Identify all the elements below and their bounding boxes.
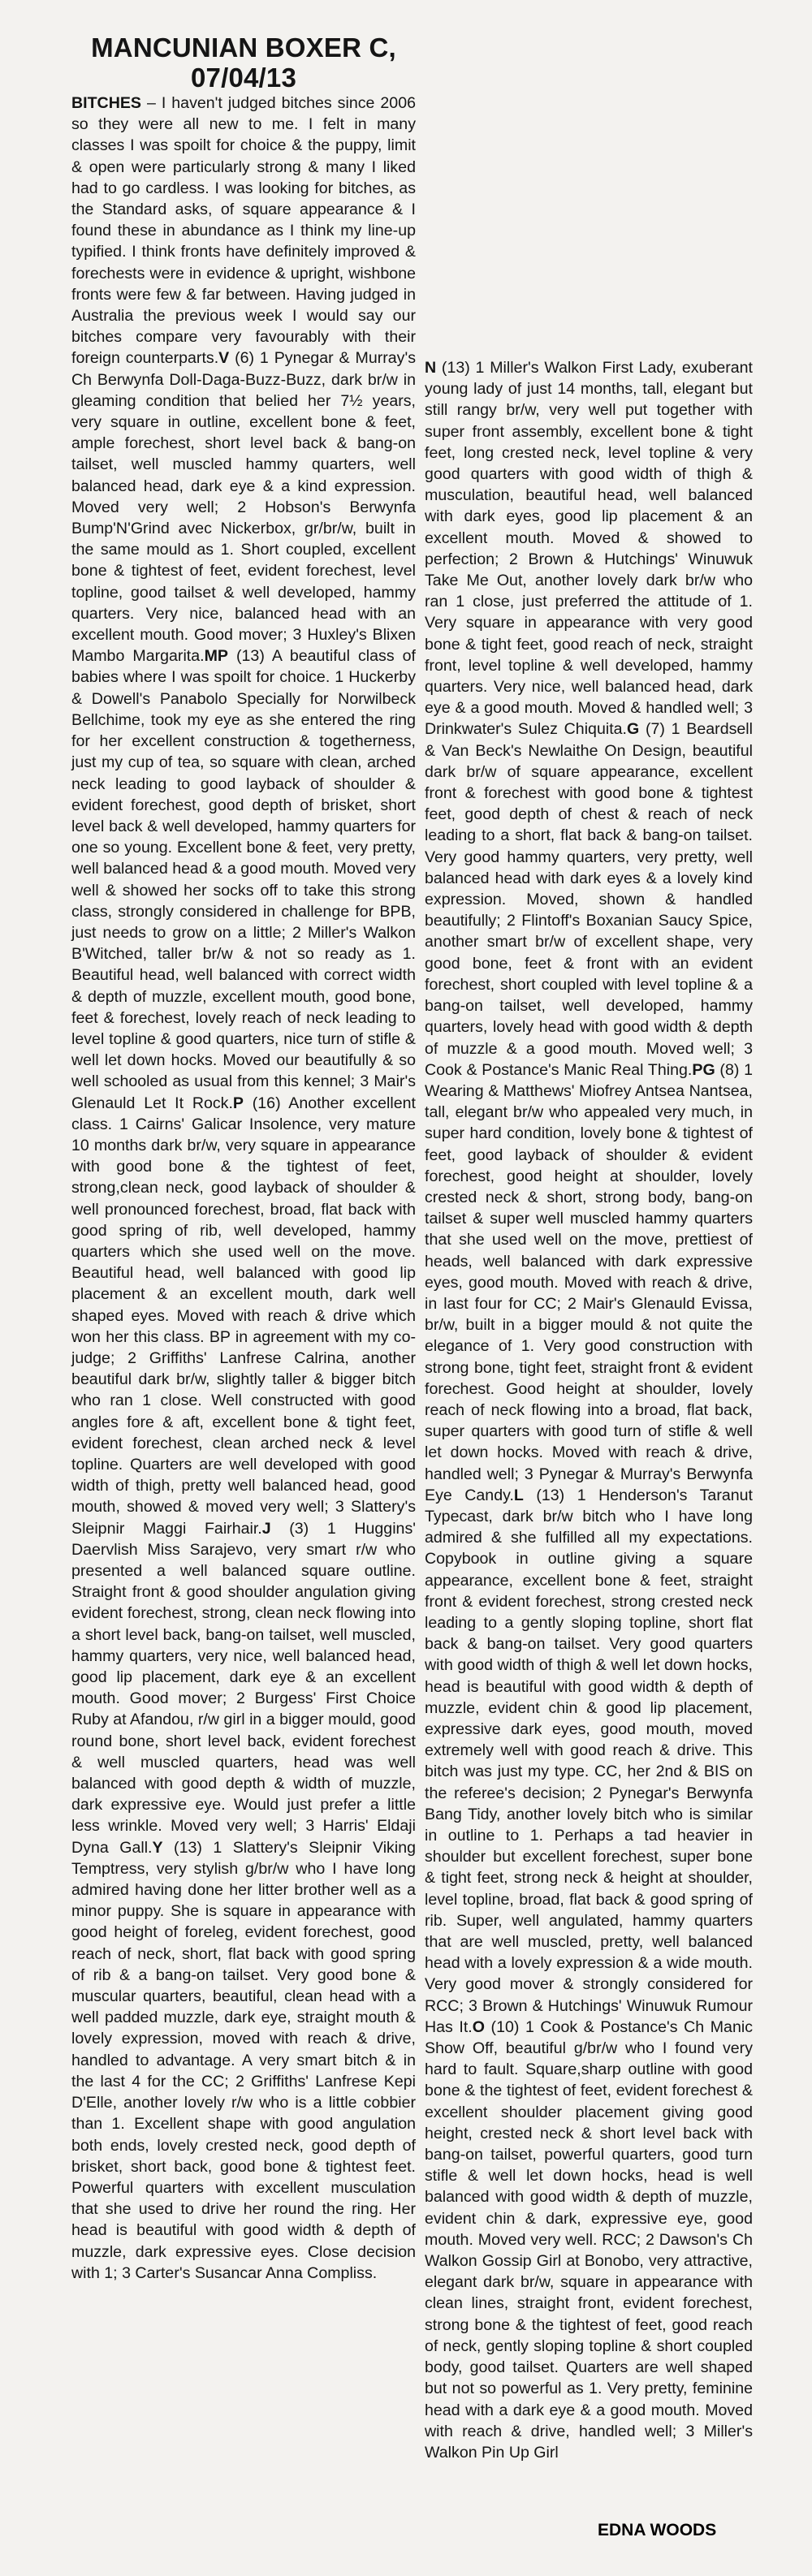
heading-date: 07/04/13 <box>190 63 297 93</box>
class-heading: BITCHES <box>71 94 142 112</box>
critique-segment: (7) 1 Beardsell & Van Beck's Newlaithe On Design, beautiful dark br/w of square appearance, excellent front & forechest with good bone & tightest feet, good depth of chest & reach of neck leading to a short, flat back & bang-on tailset. Very good hammy quarters, very pretty, well balanced head with dark eyes & a lovely kind expression. Moved, shown & handled beautifully; 2 Flintoff's Boxanian Saucy Spice, another smart br/w of excellent shape, very good bone, feet & front with an evident forechest, short coupled with level topline & a bang-on tailset, well developed, hammy quarters, lovely head with good width & depth of muzzle & a good mouth. Moved well; 3 Cook & Postance's Manic Real Thing. <box>425 720 753 1079</box>
left-column <box>71 32 416 2284</box>
critique-segment: (13) 1 Henderson's Taranut Typecast, dark br/w bitch who I have long admired & she fulfilled all my expectations. Copybook in outline giving a square appearance, excellent bone & feet, straight front & evident forechest, strong crested neck leading to a gently sloping topline, short flat back & bang-on tailset. Very good quarters with good width of thigh & well let down hocks, head is beautiful with good width & depth of muzzle, evident chin & good lip placement, expressive dark eyes, good mouth, moved extremely well with good reach & drive. This bitch was just my type. CC, her 2nd & BIS on the referee's decision; 2 Pynegar's Berwynfa Bang Tidy, another lovely bitch who is similar in outline to 1. Perhaps a tad heavier in shoulder but excellent forechest, super bone & tight feet, strong neck & height at shoulder, level topline, broad, flat back & good spring of rib. Super, well angulated, hammy quarters that are well muscled, pretty, well balanced head with a lovely expression & a wide mouth. Very good mover & strongly considered for RCC; 3 Brown & Hutchings' Winuwuk Rumour Has It. <box>425 1486 753 2036</box>
critique-segment: (8) 1 Wearing & Matthews' Miofrey Antsea Nantsea, tall, elegant br/w who appealed very much, in super hard condition, lovely bone & tightest of feet, good layback of shoulder & evident forechest, good height at shoulder, lovely crested neck & short, strong body, bang-on tailset & super well muscled hammy quarters that she used well on the move, prettiest of heads, well balanced with dark expressive eyes, good mouth. Moved with reach & drive, in last four for CC; 2 Mair's Glenauld Evissa, br/w, built in a bigger mould & not quite the elegance of 1. Very good construction with strong bone, tight feet, straight front & evident forechest. Good height at shoulder, lovely reach of neck flowing into a broad, flat back, super quarters with good turn of stifle & well let down hocks. Moved with reach & drive, handled well; 3 Pynegar & Murray's Berwynfa Eye Candy. <box>425 1060 753 1504</box>
class-heading: P <box>232 1094 244 1112</box>
right-column <box>425 357 753 2463</box>
critique-segment: (16) Another excellent class. 1 Cairns' Galicar Insolence, very mature 10 months dark br/w, very square in appearance with good bone & the tightest of feet, strong,clean neck, good layback of shoulder & well pronounced forechest, broad, flat back with good spring of rib, well developed, hammy quarters which she used well on the move. Beautiful head, well balanced with good lip placement & an excellent mouth, dark well shaped eyes. Moved with reach & drive which won her this class. BP in agreement with my co-judge; 2 Griffiths' Lanfrese Calrina, another beautiful dark br/w, slightly taller & bigger bitch who ran 1 close. Well constructed with good angles fore & aft, excellent bone & tight feet, evident forechest, clean arched neck & level topline. Quarters are well developed with good width of thigh, pretty well balanced head, good mouth, showed & moved very well; 3 Slattery's Sleipnir Maggi Fairhair. <box>71 1094 416 1538</box>
class-heading: L <box>513 1486 524 1504</box>
class-heading: J <box>261 1519 271 1538</box>
critique-segment: (10) 1 Cook & Postance's Ch Manic Show Off, beautiful g/br/w who I found very hard to fault. Square,sharp outline with good bone & the tightest of feet, evident forechest & excellent shoulder placement giving good height, crested neck & short level back with bang-on tailset, powerful quarters, good turn stifle & well let down hocks, head is well balanced with good width & depth of muzzle, evident chin & dark, expressive eye, good mouth. Moved very well. RCC; 2 Dawson's Ch Walkon Gossip Girl at Bonobo, very attractive, elegant dark br/w, square in appearance with clean lines, straight front, evident forechest, strong bone & the tightest of feet, good reach of neck, gently sloping topline & short coupled body, good tailset. Quarters are well shaped but not so powerful as 1. Very pretty, feminine head with a dark eye & a good mouth. Moved with reach & drive, handled well; 3 Miller's Walkon Pin Up Girl <box>425 2017 753 2462</box>
class-heading: PG <box>692 1060 715 1079</box>
article-heading <box>71 32 416 93</box>
critique-segment: (13) 1 Slattery's Sleipnir Viking Temptress, very stylish g/br/w who I have long admired having done her litter brother well as a minor puppy. She is square in appearance with good height of foreleg, evident forechest, good reach of neck, short, flat back with good spring of rib & a bang-on tailset. Very good bone & muscular quarters, beautiful, clean head with a well padded muzzle, dark eye, straight mouth & lovely expression, moved with reach & drive, handled to advantage. A very smart bitch & in the last 4 for the CC; 2 Griffiths' Lanfrese Kepi D'Elle, another lovely r/w who is a little cobbier than 1. Excellent shape with good angulation both ends, lovely crested neck, good depth of brisket, short back, good bone & tightest feet. Powerful quarters with excellent musculation that she used to drive her round the ring. Her head is beautiful with good width & depth of muzzle, dark expressive eyes. Close decision with 1; 3 Carter's Susancar Anna Compliss. <box>71 1838 416 2282</box>
critique-segment: (13) A beautiful class of babies where I was spoilt for choice. 1 Huckerby & Dowell's Panabolo Specially for Norwilbeck Bellchime, took my eye as she entered the ring for her excellent construction & togetherness, just my cup of tea, so square with clean, arched neck leading to good layback of shoulder & evident forechest, good depth of brisket, short level back & well developed, hammy quarters for one so young. Excellent bone & feet, very pretty, well balanced head & a good mouth. Moved very well & showed her socks off to take this strong class, strongly considered in challenge for BPB, just needs to grow on a little; 2 Miller's Walkon B'Witched, taller br/w & not so ready as 1. Beautiful head, well balanced with correct width & depth of muzzle, excellent mouth, good bone, feet & forechest, lovely reach of neck leading to level topline & good quarters, nice turn of stifle & well let down hocks. Moved our beautifully & so well schooled as usual from this kennel; 3 Mair's Glenauld Let It Rock. <box>71 647 416 1112</box>
class-heading: N <box>425 359 437 377</box>
critique-text-left <box>71 93 416 2284</box>
class-heading: G <box>627 720 640 739</box>
critique-segment: – I haven't judged bitches since 2006 so they were all new to me. I felt in many classes I was spoilt for choice & the puppy, limit & open were particularly strong & many I liked had to go cardless. I was looking for bitches, as the Standard asks, of square appearance & I found these in abundance as I think my line-up typified. I think fronts have definitely improved & forechests were in evidence & upright, wishbone fronts were few & far between. Having judged in Australia the previous week I would say our bitches compare very favourably with their foreign counterparts. <box>71 94 416 368</box>
judge-signature: EDNA WOODS <box>598 2521 717 2539</box>
critique-segment: (13) 1 Miller's Walkon First Lady, exuberant young lady of just 14 months, tall, elegant but still rangy br/w, very well put together with super front assembly, excellent bone & tight feet, long crested neck, level topline & very good quarters with good width of thigh & musculation, beautiful head, well balanced with dark eyes, good lip placement & an excellent mouth. Moved & showed to perfection; 2 Brown & Hutchings' Winuwuk Take Me Out, another lovely dark br/w who ran 1 close, just preferred the attitude of 1. Very square in appearance with very good bone & tight feet, good reach of neck, straight front, level topline & well developed, hammy quarters. Very nice, well balanced head, dark eye & a good mouth. Moved & handled well; 3 Drinkwater's Sulez Chiquita. <box>425 359 753 739</box>
critique-segment: (3) 1 Huggins' Daervlish Miss Sarajevo, very smart r/w who presented a well balanced square outline. Straight front & good shoulder angulation giving evident forechest, strong, clean neck flowing into a short level back, bang-on tailset, well muscled, hammy quarters, very nice, well balanced head, good lip placement, dark eye & an excellent mouth. Good mover; 2 Burgess' First Choice Ruby at Afandou, r/w girl in a bigger mould, good round bone, short level back, evident forechest & well muscled quarters, head was well balanced with good depth & width of muzzle, dark expressive eye. Would just prefer a little less wrinkle. Moved very well; 3 Harris' Eldaji Dyna Gall. <box>71 1519 416 1857</box>
class-heading: Y <box>152 1838 163 1857</box>
critique-segment: (6) 1 Pynegar & Murray's Ch Berwynfa Doll-Daga-Buzz-Buzz, dark br/w in gleaming condition that belied her 7½ years, very square in outline, excellent bone & feet, ample forechest, short level back & bang-on tailset, well muscled hammy quarters, well balanced head, dark eye & a kind expression. Moved very well; 2 Hobson's Berwynfa Bump'N'Grind avec Nickerbox, gr/br/w, built in the same mould as 1. Short coupled, excellent bone & tightest of feet, evident forechest, level topline, good tailset & well developed, hammy quarters. Very nice, balanced head with an excellent mouth. Good mover; 3 Huxley's Blixen Mambo Margarita. <box>71 349 416 666</box>
critique-text-right <box>425 357 753 2463</box>
class-heading: MP <box>204 647 228 666</box>
class-heading: O <box>472 2017 485 2036</box>
heading-show-name: MANCUNIAN BOXER C, <box>91 32 396 63</box>
class-heading: V <box>218 349 230 368</box>
